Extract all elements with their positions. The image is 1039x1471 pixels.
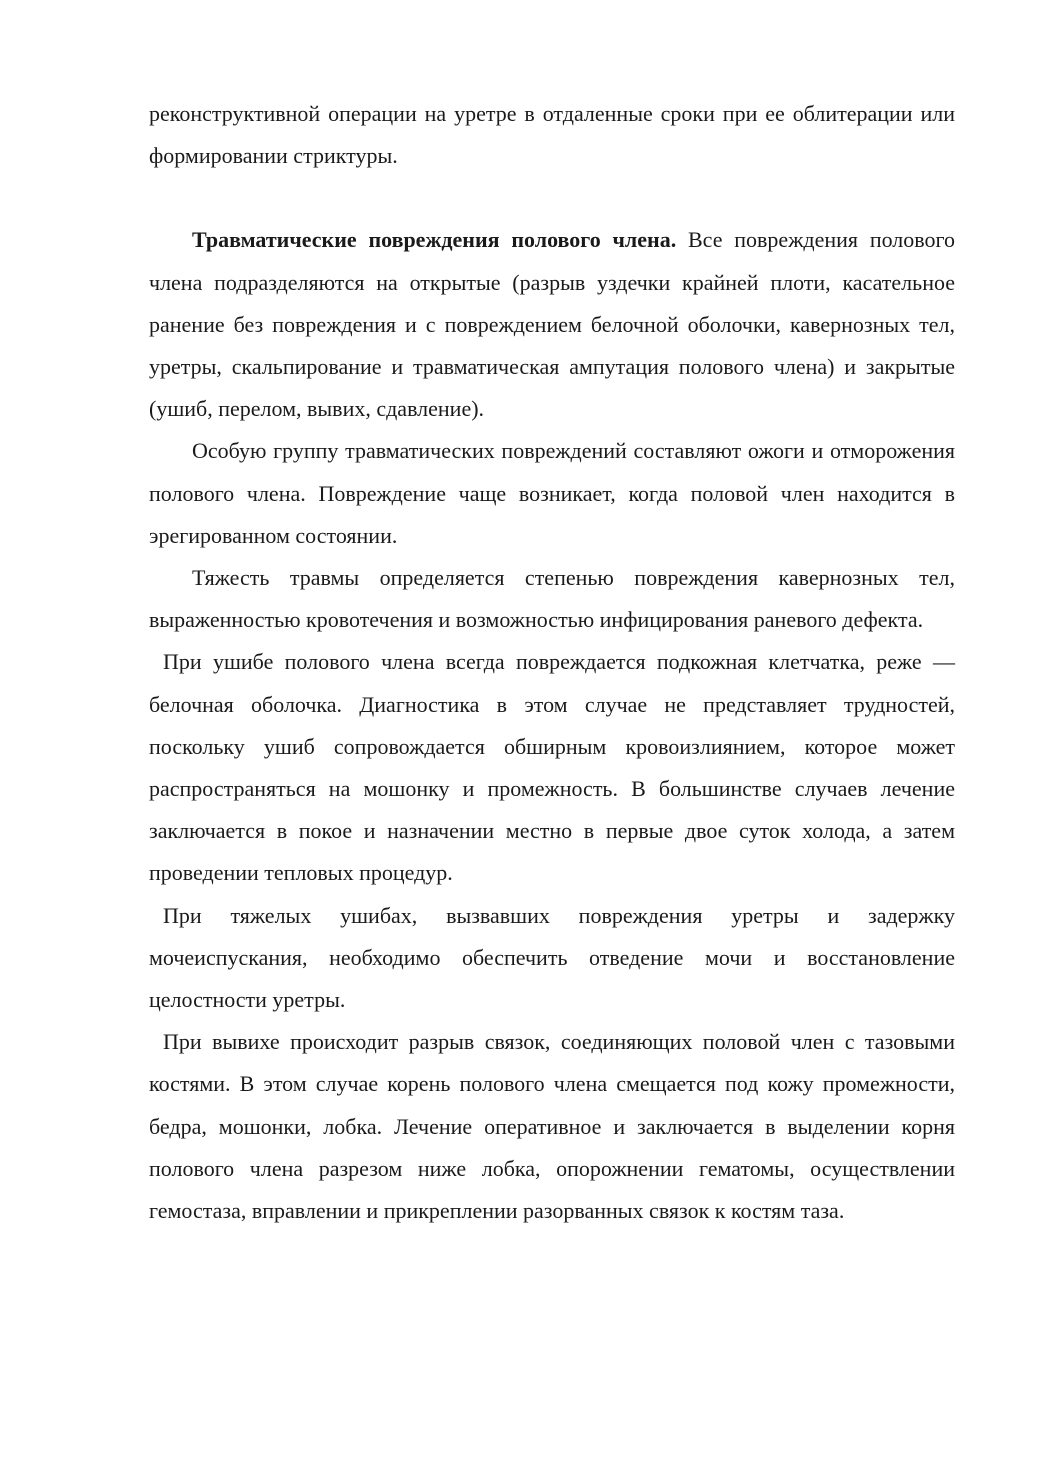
paragraph-penile-injuries <box>149 219 955 430</box>
paragraph-text: При вывихе происходит разрыв связок, соединяющих половой член с тазовыми костями. В этом случае корень полового члена смещается под кожу промежности, бедра, мошонки, лобка. Лечение оперативное и заключается в выделении корня полового члена разрезом ниже лобка, опорожнении гематомы, осуществлении гемостаза, вправлении и прикреплении разорванных связок к костям таза. <box>149 1029 955 1224</box>
paragraph-contusion <box>149 641 955 894</box>
paragraph-text: Все повреждения полового члена подразделяются на открытые (разрыв уздечки крайней плоти, касательное ранение без повреждения и с повреждением белочной оболочки, кавернозных тел, уретры, скальпирование и травматическая ампутация полового члена) и закрытые (ушиб, перелом, вывих, сдавление). <box>149 227 955 422</box>
section-heading: Травматические повреждения полового члена. <box>192 227 677 253</box>
paragraph-text: Особую группу травматических повреждений составляют ожоги и отморожения полового члена. Повреждение чаще возникает, когда половой член находится в эрегированном состоянии. <box>149 438 955 548</box>
paragraph-text: реконструктивной операции на уретре в отдаленные сроки при ее облитерации или формировании стриктуры. <box>149 101 955 169</box>
paragraph-severity <box>149 557 955 641</box>
paragraph-dislocation <box>149 1021 955 1232</box>
paragraph-text: При тяжелых ушибах, вызвавших повреждения уретры и задержку мочеиспускания, необходимо обеспечить отведение мочи и восстановление целостности уретры. <box>149 902 955 1013</box>
paragraph-burns-frostbite <box>149 430 955 557</box>
paragraph-text: При ушибе полового члена всегда повреждается подкожная клетчатка, реже — белочная оболочка. Диагностика в этом случае не представляет трудностей, поскольку ушиб сопровождается обширным кровоизлиянием, которое может распространяться на мошонку и промежность. В большинстве случаев лечение заключается в покое и назначении местно в первые двое суток холода, а затем проведении тепловых процедур. <box>149 649 955 886</box>
paragraph-text: Тяжесть травмы определяется степенью повреждения кавернозных тел, выраженностью кровотечения и возможностью инфицирования раневого дефекта. <box>149 565 955 633</box>
paragraph-severe-contusion <box>149 895 955 1022</box>
paragraph-continuation <box>149 93 955 177</box>
document-page <box>149 93 955 1232</box>
